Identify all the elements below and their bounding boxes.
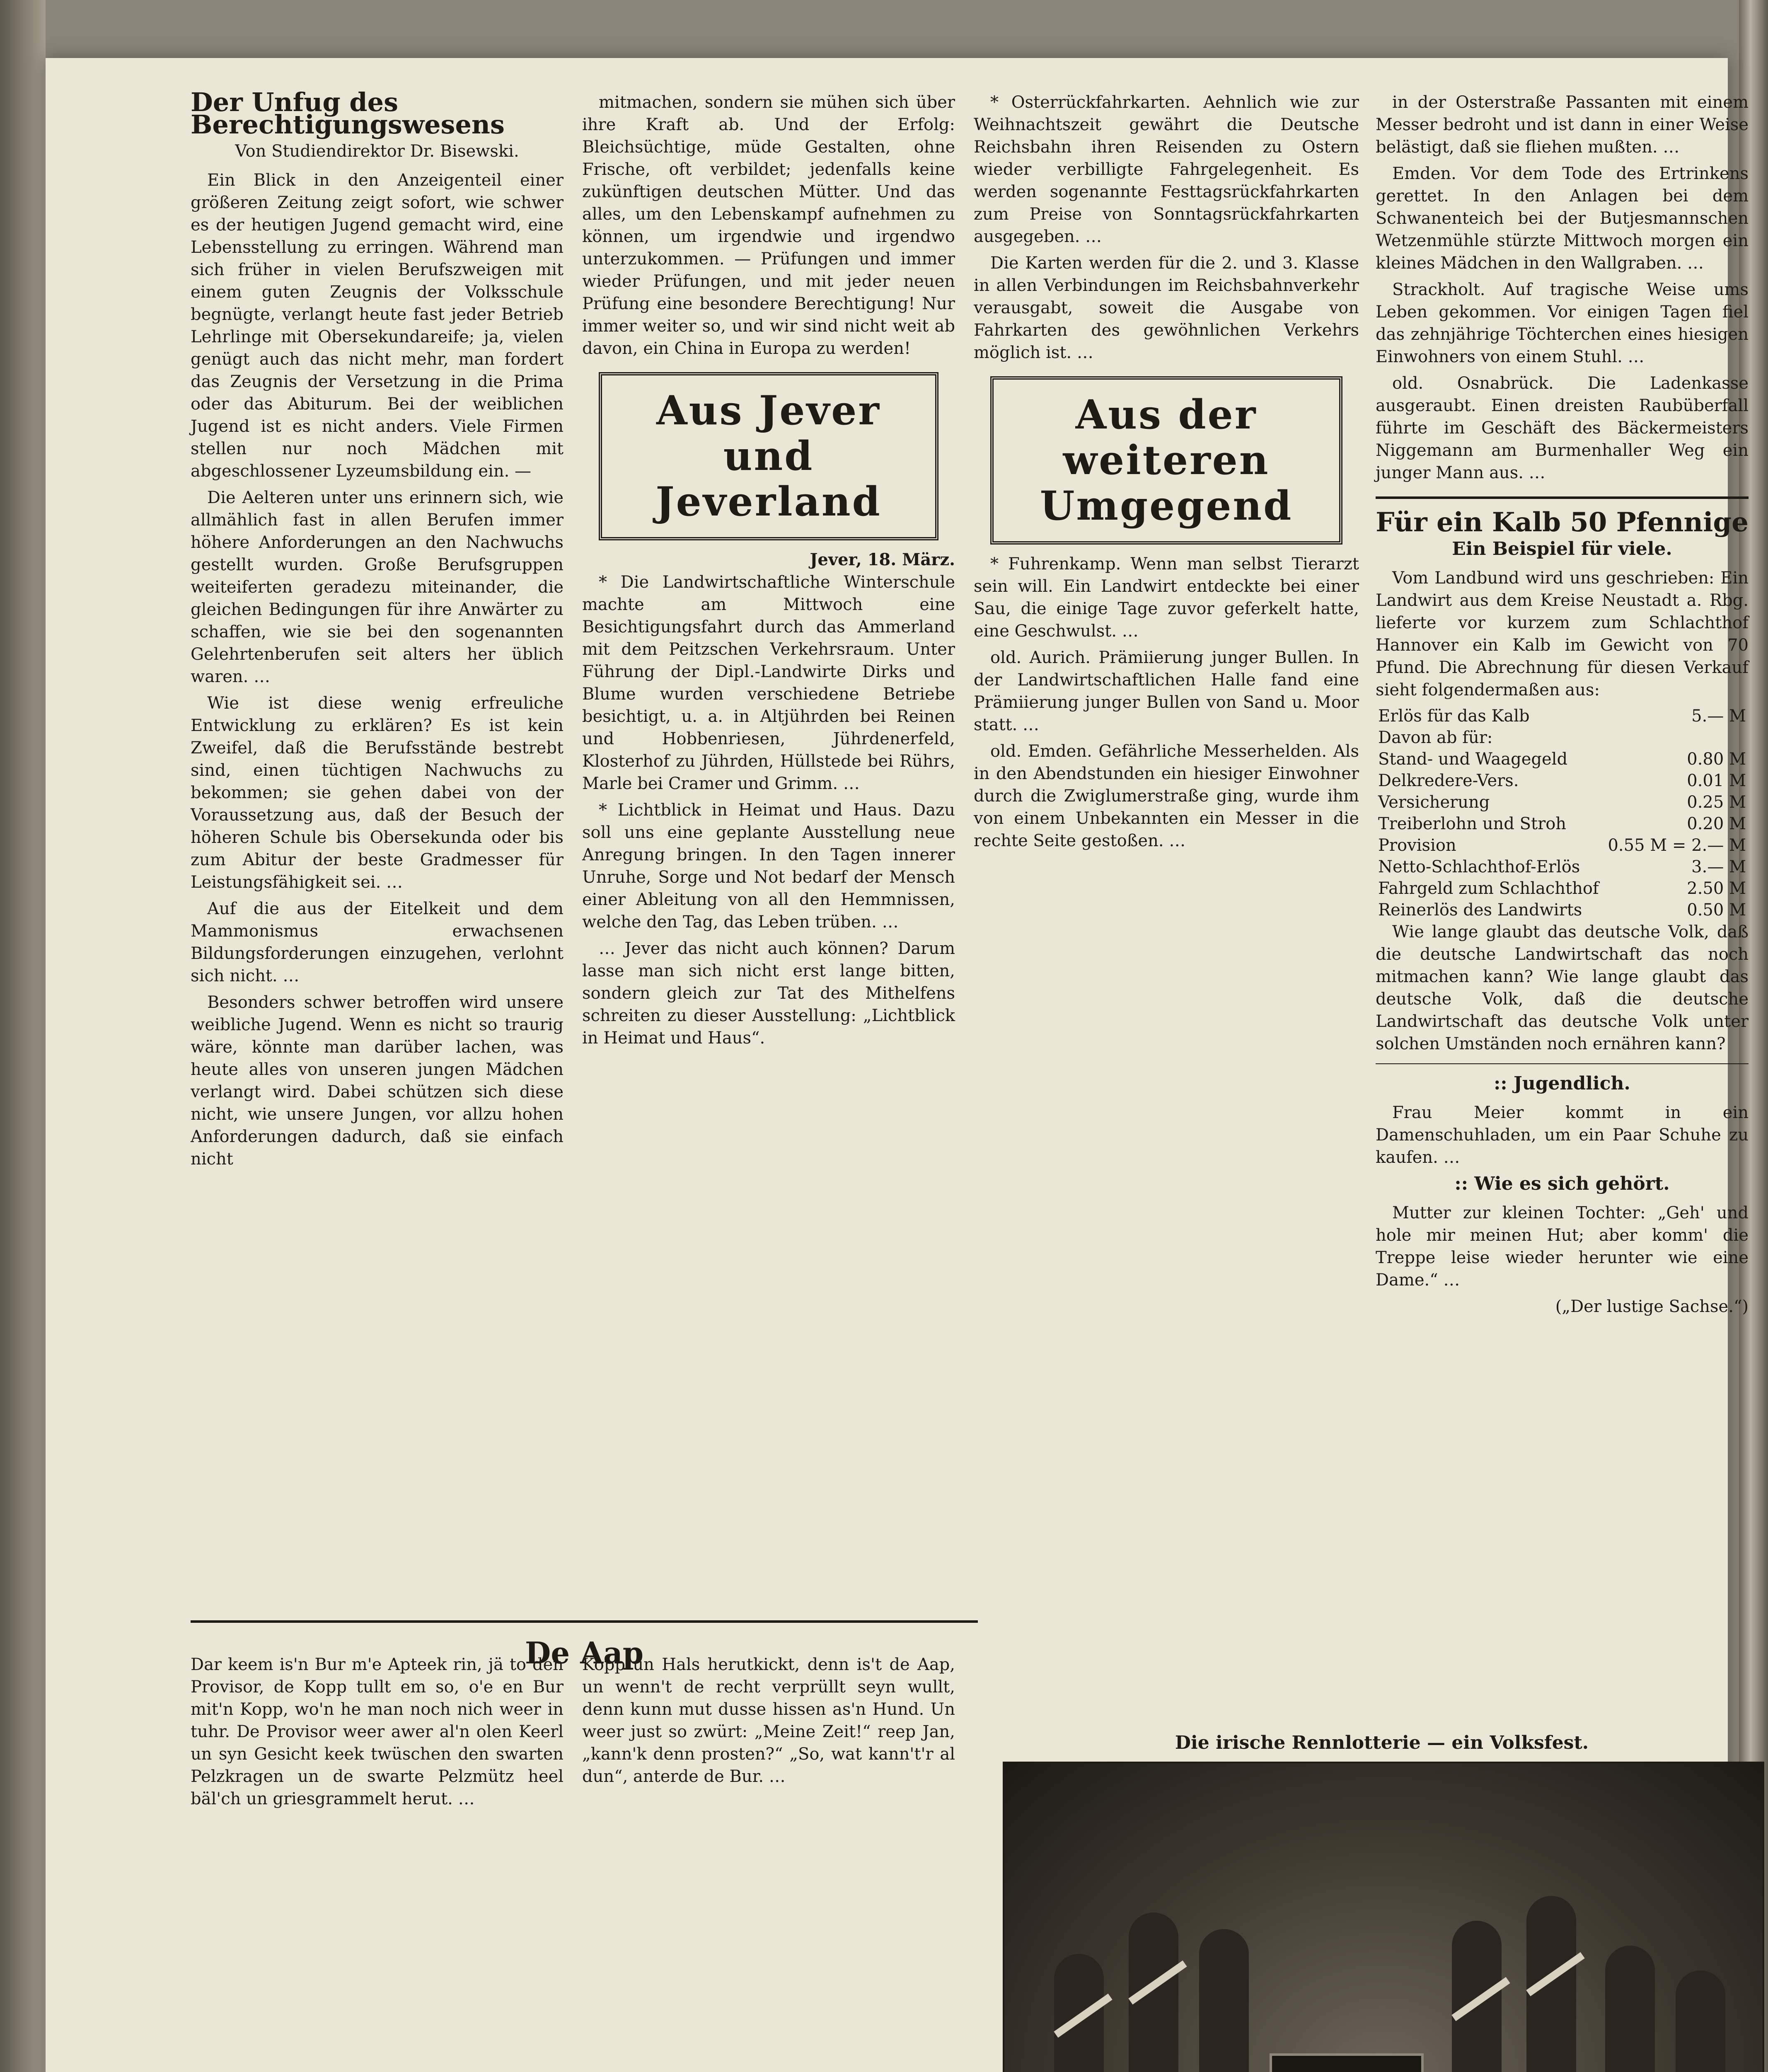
- paragraph: * Lichtblick in Heimat und Haus. Dazu soll uns eine geplante Ausstellung neue Anregung bringen. In den Tagen innerer Unruhe, Sorge und Not bedarf der Mensch einer Ableitung von all den Hemmnissen, welche den Tag, das Leben trüben. …: [582, 801, 955, 932]
- divider: [1376, 1063, 1749, 1064]
- paragraph: * Fuhrenkamp. Wenn man selbst Tierarzt sein will. Ein Landwirt entdeckte bei einer Sau, die einige Tage zuvor geferkelt hatte, eine Geschwulst. …: [974, 554, 1359, 641]
- humor-heading: :: Jugendlich.: [1494, 1073, 1630, 1094]
- calculation-label: Versicherung: [1378, 793, 1490, 812]
- headline-berechtigungswesen: Der Unfug des Berechtigungswesens: [191, 87, 505, 140]
- lottery-photo: [1003, 1762, 1764, 2072]
- section-header-line: Aus der weiteren: [1063, 391, 1270, 484]
- calculation-table: [1376, 705, 1749, 921]
- calculation-row: [1376, 899, 1749, 921]
- calculation-value: 0.25 M: [1687, 793, 1746, 812]
- paragraph: Wie lange glaubt das deutsche Volk, daß die deutsche Landwirtschaft das noch mitmachen kann? Wie lange glaubt das deutsche Volk, daß die deutsche Landwirtschaft das deutsche Volk unter solchen Umständen noch ernähren kann?: [1376, 922, 1749, 1053]
- photo-block: [1003, 1732, 1761, 2072]
- paragraph: Die Karten werden für die 2. und 3. Klasse in allen Verbindungen im Reichsbahnverkehr verausgabt, soweit die Ausgabe von Fahrkarten des gewöhnlichen Verkehrs möglich ist. …: [974, 254, 1359, 362]
- divider: [191, 1620, 978, 1623]
- calculation-label: Fahrgeld zum Schlachthof: [1378, 879, 1599, 898]
- paragraph: Die Aelteren unter uns erinnern sich, wie allmählich fast in allen Berufen immer höhere Anforderungen an den Nachwuchs gestellt wurden. Große Berufsgruppen weiteiferten geradezu miteinander, die gleichen Bedingungen für ihre Anwärter zu schaffen, wie sie bei den sogenannten Gelehrtenberufen seit alters her üblich waren. …: [191, 488, 564, 686]
- calculation-label: Erlös für das Kalb: [1378, 707, 1530, 726]
- calculation-value: [1604, 727, 1749, 748]
- calculation-label: Delkredere-Vers.: [1378, 771, 1519, 790]
- humor-heading: :: Wie es sich gehört.: [1454, 1173, 1670, 1194]
- photo-figure: [1054, 1954, 1104, 2072]
- headline-de-aap: De Aap: [525, 1635, 644, 1670]
- photo-figure: [1605, 1946, 1655, 2072]
- photo-title: Die irische Rennlotterie — ein Volksfest.: [1175, 1732, 1589, 1753]
- paragraph: Frau Meier kommt in ein Damenschuhladen, um ein Paar Schuhe zu kaufen. …: [1376, 1103, 1749, 1167]
- calculation-label: Treiberlohn und Stroh: [1378, 814, 1567, 833]
- paragraph: Besonders schwer betroffen wird unsere weibliche Jugend. Wenn es nicht so traurig wäre, könnte man darüber lachen, was heute alles von unseren jungen Mädchen verlangt wird. Dabei schützen sich diese nicht, wie unsere Jungen, vor allzu hohen Anforderungen dadurch, daß sie einfach nicht: [191, 993, 564, 1169]
- humor-source: („Der lustige Sachse.“): [1555, 1297, 1749, 1316]
- section-header-line: Umgegend: [1040, 482, 1293, 529]
- calculation-row: [1376, 727, 1749, 748]
- calculation-row: [1376, 813, 1749, 835]
- calculation-row: [1376, 856, 1749, 878]
- calculation-label: Provision: [1378, 836, 1456, 855]
- calculation-row: [1376, 705, 1749, 727]
- byline: Von Studiendirektor Dr. Bisewski.: [235, 142, 519, 161]
- paragraph: old. Emden. Gefährliche Messerhelden. Als in den Abendstunden ein hiesiger Einwohner durch die Zwiglumerstraße ging, wurde ihm von einem Unbekannten ein Messer in die rechte Seite gestoßen. …: [974, 742, 1359, 850]
- paragraph: old. Aurich. Prämiierung junger Bullen. In der Landwirtschaftlichen Halle fand eine Prämiierung junger Bullen von Sand u. Moor statt. …: [974, 648, 1359, 734]
- divider: [1376, 496, 1749, 499]
- section-header-jever: [599, 372, 938, 540]
- paragraph: Wie ist diese wenig erfreuliche Entwicklung zu erklären? Es ist kein Zweifel, daß die Berufsstände bestrebt sind, einen tüchtigen Nachwuchs zu bekommen; sie gehen dabei von der Voraussetzung aus, daß der Besuch der höheren Schule bis Obersekunda oder bis zum Abitur der beste Gradmesser für Leistungsfähigkeit sei. …: [191, 694, 564, 892]
- calculation-row: [1376, 748, 1749, 770]
- calculation-row: [1376, 878, 1749, 899]
- paragraph: Strackholt. Auf tragische Weise ums Leben gekommen. Vor einigen Tagen fiel das zehnjährige Töchterchen eines hiesigen Einwohners von einem Stuhl. …: [1376, 280, 1749, 366]
- photo-figure: [1452, 1921, 1502, 2072]
- calculation-label: Davon ab für:: [1378, 728, 1493, 747]
- calculation-value: 5.— M: [1691, 707, 1746, 726]
- calculation-label: Reinerlös des Landwirts: [1378, 900, 1582, 920]
- paragraph: Emden. Vor dem Tode des Ertrinkens gerettet. In den Anlagen bei dem Schwanenteich bei der Butjesmannschen Wetzenmühle stürzte Mittwoch morgen ein kleines Mädchen in den Wallgraben. …: [1376, 164, 1749, 273]
- paragraph: mitmachen, sondern sie mühen sich über ihre Kraft ab. Und der Erfolg: Bleichsüchtige, müde Gestalten, ohne Frische, oft verbildet; jedenfalls keine zukünftigen deutschen Mütter. Und das alles, um den Lebenskampf aufnehmen zu können, um irgendwie und irgendwo unterzukommen. — Prüfungen und immer wieder Prüfungen, und mit jeder neuen Prüfung eine besondere Berechtigung! Nur immer weiter so, und wir sind nicht weit ab davon, ein China in Europa zu werden!: [582, 93, 955, 358]
- paragraph: Auf die aus der Eitelkeit und dem Mammonismus erwachsenen Bildungsforderungen einzugehen, verlohnt sich nicht. …: [191, 899, 564, 985]
- calculation-row: [1376, 770, 1749, 792]
- calculation-value: 3.— M: [1691, 857, 1746, 876]
- paragraph: * Osterrückfahrkarten. Aehnlich wie zur Weihnachtszeit gewährt die Deutsche Reichsbahn ihren Reisenden zu Ostern wieder verbilligte Fahrgelegenheit. Es werden sogenannte Festtagsrückfahrkarten zum Preise von Sonntagsrückfahrkarten ausgegeben. …: [974, 93, 1359, 246]
- ticket-crate: [1270, 2053, 1424, 2072]
- dialect-column-a: Dar keem is'n Bur m'e Apteek rin, jä to den Provisor, de Kopp tullt em so, o'e en Bur mit'n Kopp, wo'n he man noch nich weer in tuhr. De Provisor weer awer al'n olen Keerl un syn Gesicht keek twüschen den swarten Pelzkragen un de swarte Pelzmütz heel bäl'ch un griesgrammelt herut. …: [191, 1655, 564, 1808]
- photo-figure: [1526, 1896, 1576, 2072]
- dialect-column-b: Kopp un Hals herutkickt, denn is't de Aap, un wenn't de recht verprüllt seyn wullt, denn kunn mut dusse hissen as'n Hund. Un weer just so zwürt: „Meine Zeit!“ reep Jan, „kann'k denn prosten?“ „So, wat kann't'r al dun“, anterde de Bur. …: [582, 1655, 955, 1786]
- paragraph: Ein Blick in den Anzeigenteil einer größeren Zeitung zeigt sofort, wie schwer es der heutigen Jugend gemacht wird, eine Lebensstellung zu erringen. Während man sich früher in vielen Berufszweigen mit einem guten Zeugnis der Volksschule begnügte, verlangt heute fast jeder Betrieb Lehrlinge mit Obersekundareife; ja, vielen genügt auch das nicht mehr, man fordert das Zeugnis der Versetzung in die Prima oder das Abiturum. Bei der weiblichen Jugend ist es nicht anders. Viele Firmen stellen nur noch Mädchen mit abgeschlossener Lyzeumsbildung ein. —: [191, 171, 564, 481]
- column-right: [1376, 91, 1749, 1318]
- paragraph: * Die Landwirtschaftliche Winterschule machte am Mittwoch eine Besichtigungsfahrt durch das Ammerland mit dem Peitzschen Verkehrsraum. Unter Führung der Dipl.-Landwirte Dirks und Blume wurden verschiedene Betriebe besichtigt, u. a. in Altjührden bei Reinen und Hobbenriesen, Jührdenerfeld, Klosterhof zu Jührden, Hüllstede bei Rührs, Marle bei Cramer und Grimm. …: [582, 573, 955, 793]
- headline-kalb: Für ein Kalb 50 Pfennige: [1376, 507, 1749, 538]
- paragraph: Mutter zur kleinen Tochter: „Geh' und hole mir meinen Hut; aber komm' die Treppe leise wieder herunter wie eine Dame.“ …: [1376, 1203, 1749, 1290]
- calculation-value: 0.55 M = 2.— M: [1608, 836, 1746, 855]
- column-umgegend: [974, 91, 1359, 856]
- calculation-row: [1376, 835, 1749, 856]
- dateline: Jever, 18. März.: [810, 550, 955, 569]
- calculation-value: 0.20 M: [1687, 814, 1746, 833]
- photo-figure: [1199, 1929, 1249, 2072]
- paragraph: … Jever das nicht auch können? Darum lasse man sich nicht erst lange bitten, sondern gleich zur Tat des Mithelfens schreiten zu dieser Ausstellung: „Lichtblick in Heimat und Haus“.: [582, 939, 955, 1048]
- paragraph: old. Osnabrück. Die Ladenkasse ausgeraubt. Einen dreisten Raubüberfall führte im Geschäft des Bäckermeisters Niggemann am Burmenhaller Weg ein junger Mann aus. …: [1376, 374, 1749, 482]
- article-berechtigungswesen: [191, 87, 564, 1174]
- calculation-value: 2.50 M: [1687, 879, 1746, 898]
- column-jever: [582, 91, 955, 1053]
- calculation-value: 0.50 M: [1687, 900, 1746, 920]
- photo-figure: [1129, 1912, 1178, 2072]
- section-header-line: und Jeverland: [655, 433, 882, 525]
- section-header-line: Aus Jever: [656, 387, 881, 434]
- paragraph: in der Osterstraße Passanten mit einem Messer bedroht und ist dann in einer Weise belästigt, daß sie fliehen mußten. …: [1376, 93, 1749, 157]
- paragraph: Vom Landbund wird uns geschrieben: Ein Landwirt aus dem Kreise Neustadt a. Rbg. lieferte vor kurzem zum Schlachthof Hannover ein Kalb im Gewicht von 70 Pfund. Die Abrechnung für diesen Verkauf sieht folgendermaßen aus:: [1376, 569, 1749, 700]
- calculation-row: [1376, 792, 1749, 813]
- page-edge-left: [0, 0, 46, 2072]
- calculation-value: 0.01 M: [1687, 771, 1746, 790]
- calculation-value: 0.80 M: [1687, 750, 1746, 769]
- calculation-label: Stand- und Waagegeld: [1378, 750, 1568, 769]
- calculation-label: Netto-Schlachthof-Erlös: [1378, 857, 1580, 876]
- subheadline-kalb: Ein Beispiel für viele.: [1452, 538, 1672, 559]
- section-header-umgegend: [990, 376, 1342, 545]
- photo-figure: [1676, 1970, 1725, 2072]
